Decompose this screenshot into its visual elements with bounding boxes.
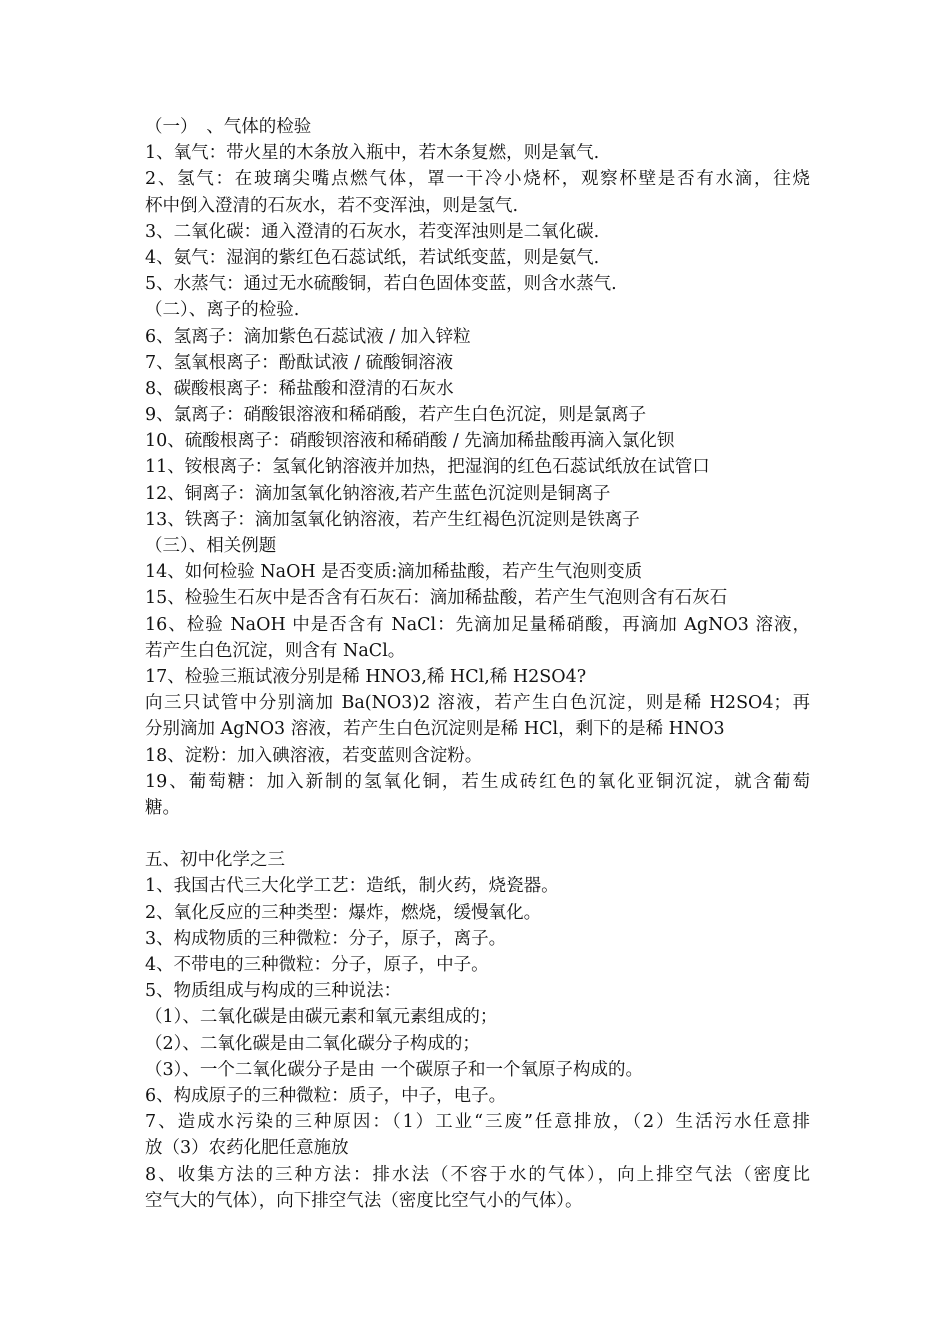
text-line: 7、造成水污染的三种原因：（1）工业“三废”任意排放，（2）生活污水任意排 bbox=[145, 1112, 810, 1133]
text-line: 3、二氧化碳：通入澄清的石灰水，若变浑浊则是二氧化碳. bbox=[145, 221, 600, 242]
text-line: 6、氢离子：滴加紫色石蕊试液 / 加入锌粒 bbox=[145, 326, 471, 347]
text-line: 5、水蒸气：通过无水硫酸铜，若白色固体变蓝，则含水蒸气. bbox=[145, 274, 617, 295]
text-line: （2）、二氧化碳是由二氧化碳分子构成的； bbox=[145, 1033, 480, 1054]
text-line: 6、构成原子的三种微粒：质子，中子，电子。 bbox=[145, 1085, 507, 1106]
text-line: 4、氨气：湿润的紫红色石蕊试纸，若试纸变蓝，则是氨气. bbox=[145, 247, 600, 268]
section-heading-examples: （三）、相关例题 bbox=[145, 536, 277, 556]
text-line: 8、收集方法的三种方法：排水法（不容于水的气体），向上排空气法（密度比 bbox=[145, 1164, 810, 1185]
text-line: 14、如何检验 NaOH 是否变质:滴加稀盐酸，若产生气泡则变质 bbox=[145, 562, 643, 583]
text-line: 3、构成物质的三种微粒：分子，原子，离子。 bbox=[145, 928, 507, 949]
text-line: 放（3）农药化肥任意施放 bbox=[145, 1138, 349, 1159]
text-line: 10、硫酸根离子：硝酸钡溶液和稀硝酸 / 先滴加稀盐酸再滴入氯化钡 bbox=[145, 431, 675, 452]
document-page bbox=[145, 114, 810, 1214]
text-line: 4、不带电的三种微粒：分子，原子，中子。 bbox=[145, 955, 489, 975]
text-line: （1）、二氧化碳是由碳元素和氧元素组成的； bbox=[145, 1007, 498, 1028]
blank-line bbox=[145, 821, 810, 847]
text-line: 9、氯离子：硝酸银溶液和稀硝酸，若产生白色沉淀，则是氯离子 bbox=[145, 405, 647, 426]
text-line: 17、检验三瓶试液分别是稀 HNO3,稀 HCl,稀 H2SO4? bbox=[145, 666, 587, 687]
text-line: 8、碳酸根离子：稀盐酸和澄清的石灰水 bbox=[145, 378, 454, 399]
text-line: 13、铁离子：滴加氢氧化钠溶液，若产生红褐色沉淀则是铁离子 bbox=[145, 509, 640, 530]
text-line: 2、氧化反应的三种类型：爆炸，燃烧，缓慢氧化。 bbox=[145, 902, 542, 923]
text-line: 12、铜离子：滴加氢氧化钠溶液,若产生蓝色沉淀则是铜离子 bbox=[145, 483, 611, 504]
text-line: 5、物质组成与构成的三种说法： bbox=[145, 981, 402, 1002]
section-heading-chemistry-three: 五、初中化学之三 bbox=[145, 850, 285, 871]
section-heading-ion-tests: （二）、离子的检验. bbox=[145, 300, 300, 321]
text-line: 16、检验 NaOH 中是否含有 NaCl：先滴加足量稀硝酸，再滴加 AgNO3 溶液， bbox=[145, 614, 810, 635]
text-line: 1、氧气：带火星的木条放入瓶中，若木条复燃，则是氧气. bbox=[145, 143, 600, 164]
text-line: 1、我国古代三大化学工艺：造纸，制火药，烧瓷器。 bbox=[145, 876, 559, 897]
text-line: 向三只试管中分别滴加 Ba(NO3)2 溶液，若产生白色沉淀，则是稀 H2SO4；再 bbox=[145, 693, 810, 714]
text-line: 糖。 bbox=[145, 797, 180, 818]
text-line: 空气大的气体），向下排空气法（密度比空气小的气体）。 bbox=[145, 1190, 583, 1211]
text-line: 2、氢气：在玻璃尖嘴点燃气体，罩一干冷小烧杯，观察杯壁是否有水滴，往烧 bbox=[145, 169, 810, 190]
text-line: 杯中倒入澄清的石灰水，若不变浑浊，则是氢气. bbox=[145, 195, 519, 216]
text-line: 7、氢氧根离子：酚酞试液 / 硫酸铜溶液 bbox=[145, 352, 454, 373]
text-line: 18、淀粉：加入碘溶液，若变蓝则含淀粉。 bbox=[145, 745, 483, 766]
section-heading-gas-tests: （一） 、气体的检验 bbox=[145, 117, 312, 137]
text-line: 分别滴加 AgNO3 溶液，若产生白色沉淀则是稀 HCl，剩下的是稀 HNO3 bbox=[145, 719, 725, 740]
text-line: 11、铵根离子：氢氧化钠溶液并加热，把湿润的红色石蕊试纸放在试管口 bbox=[145, 457, 710, 478]
text-line: 15、检验生石灰中是否含有石灰石：滴加稀盐酸，若产生气泡则含有石灰石 bbox=[145, 588, 728, 609]
text-line: 若产生白色沉淀，则含有 NaCl。 bbox=[145, 640, 406, 661]
text-line: （3）、一个二氧化碳分子是由 一个碳原子和一个氧原子构成的。 bbox=[145, 1059, 643, 1080]
text-line: 19、葡萄糖：加入新制的氢氧化铜，若生成砖红色的氧化亚铜沉淀，就含葡萄 bbox=[145, 771, 810, 792]
